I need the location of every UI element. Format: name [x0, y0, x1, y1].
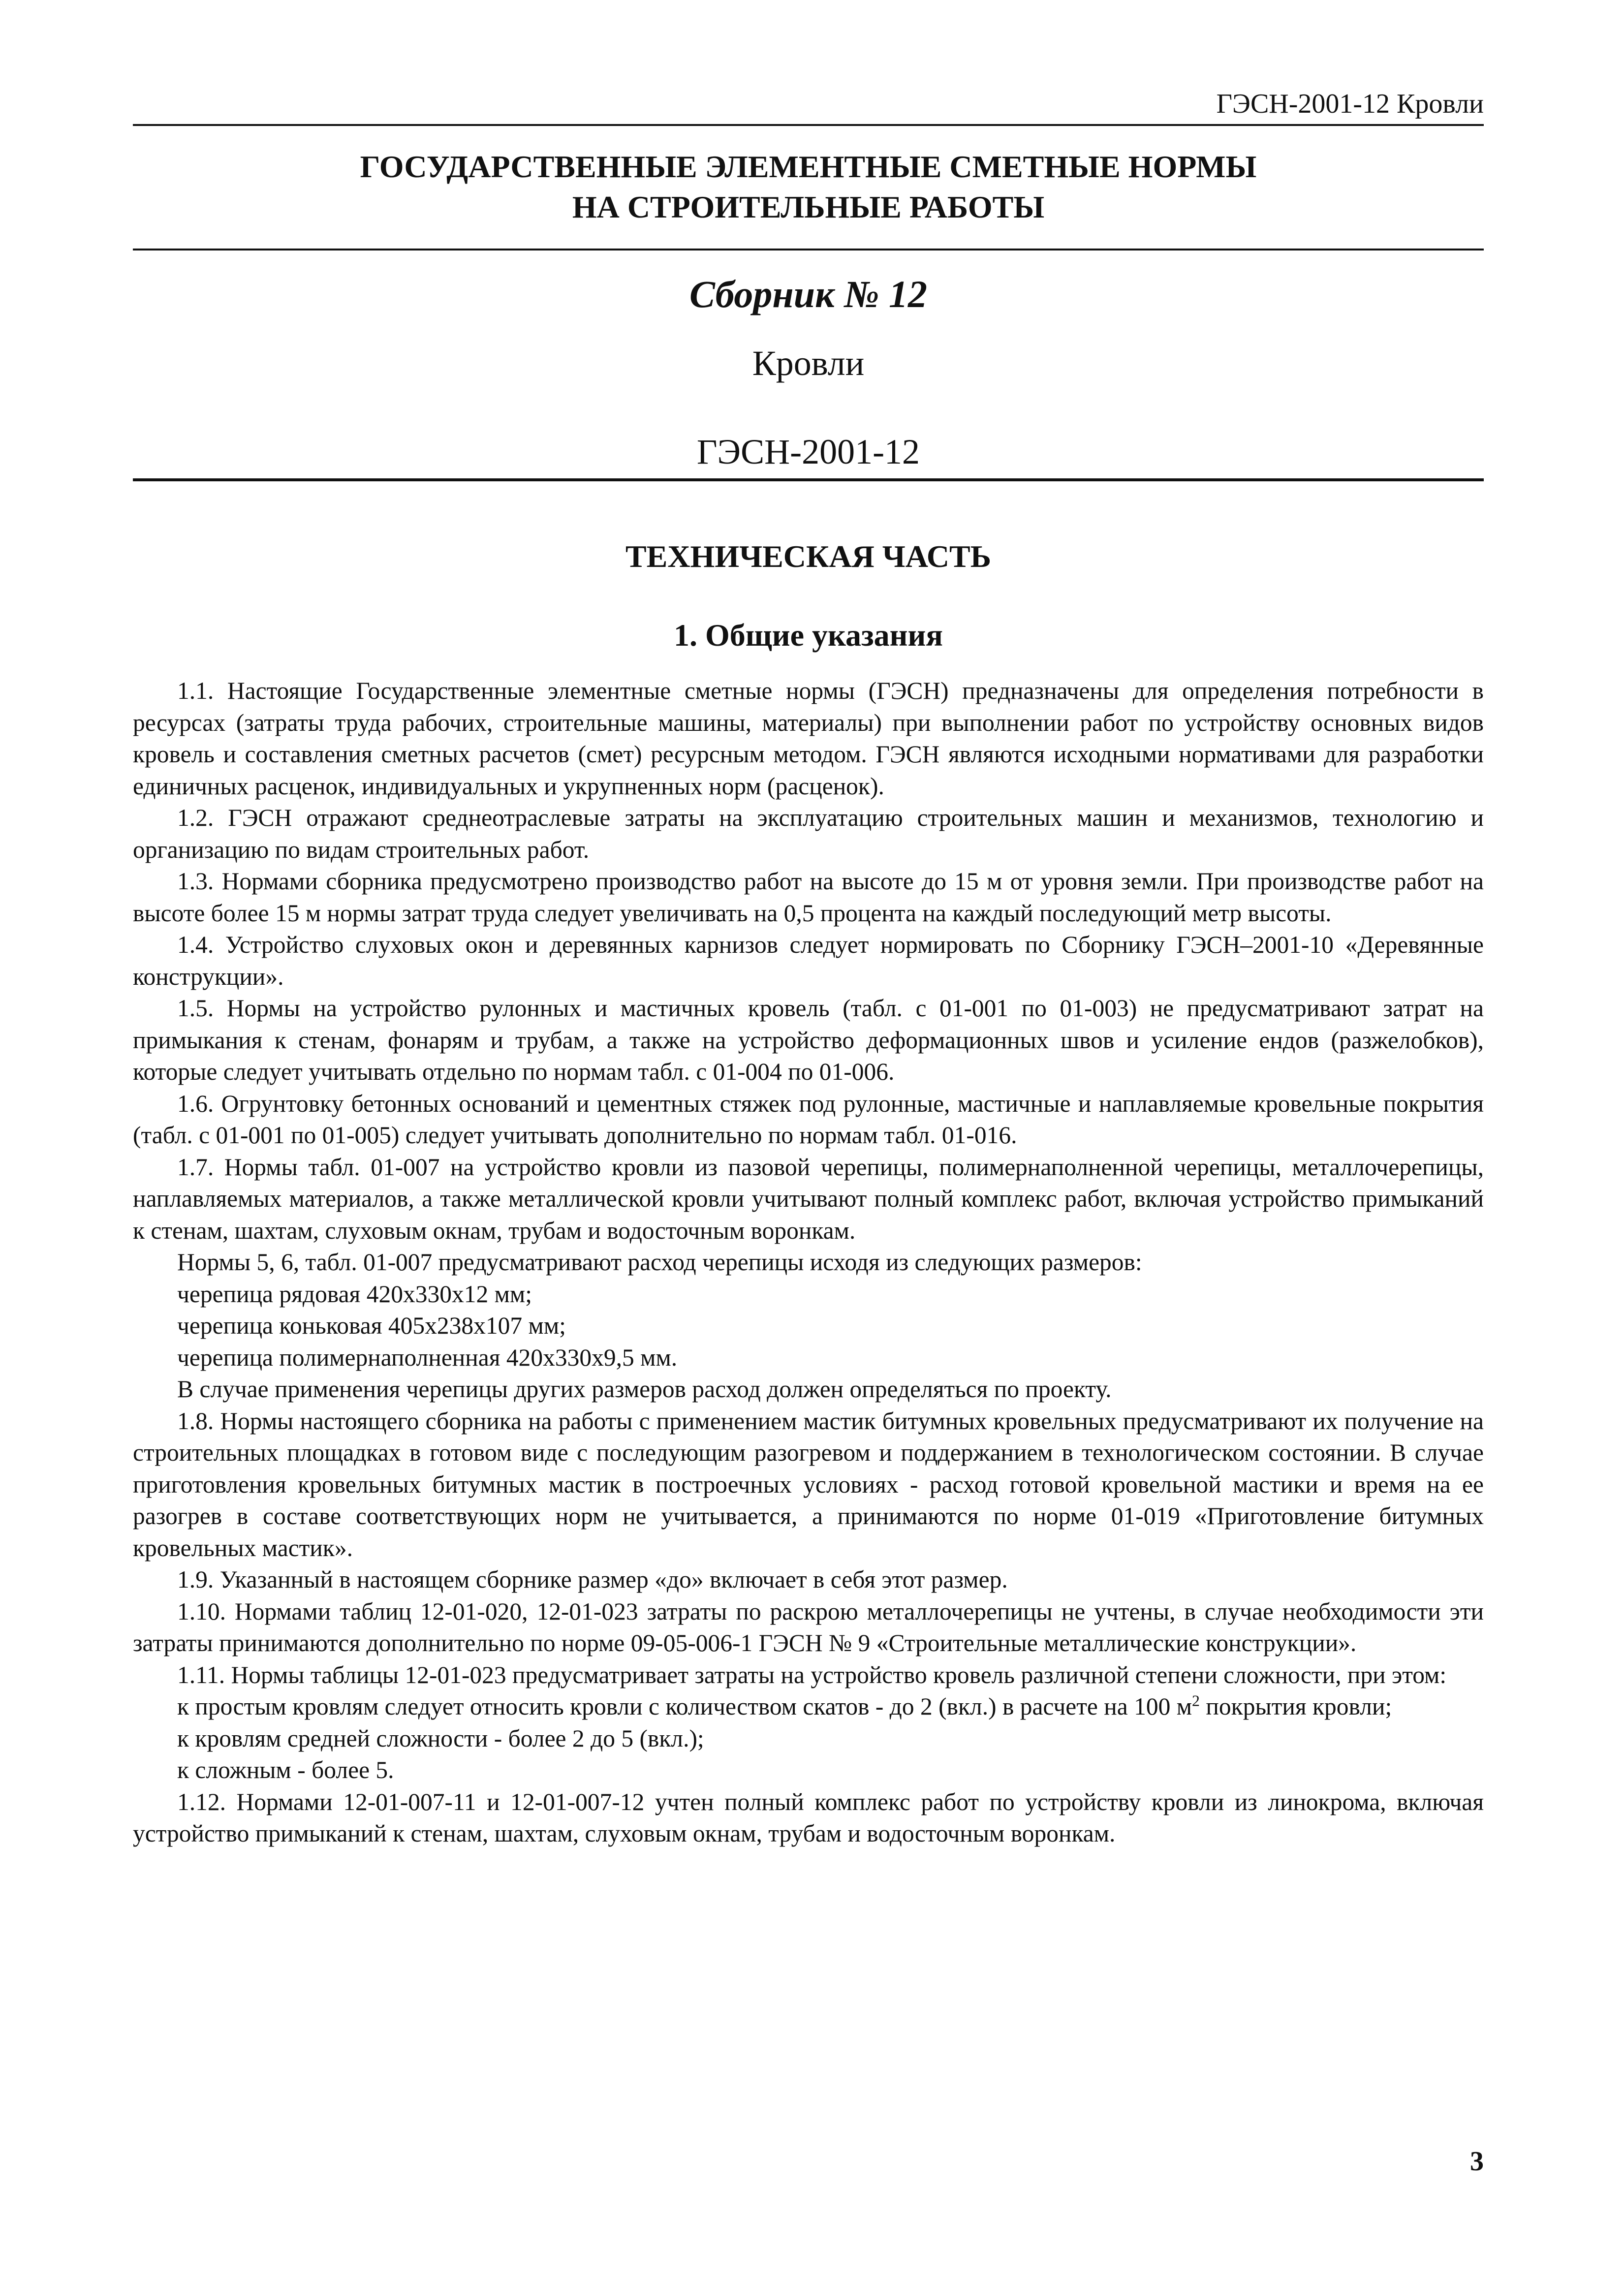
collection-number: Сборник № 12 — [689, 273, 928, 315]
paragraph: 1.3. Нормами сборника предусмотрено производство работ на высоте до 15 м от уровня земли. При производстве работ на высоте более 15 м нормы затрат труда следует увеличивать на 0,5 процента на каждый последующий метр высоты. — [133, 868, 1484, 927]
paragraph: 1.7. Нормы табл. 01-007 на устройство кровли из пазовой черепицы, полимернаполненной черепицы, металлочерепицы, наплавляемых материалов, а также металлической кровли учитывают полный комплекс работ, включая устройство примыканий к стенам, шахтам, слуховым окнам, трубам и водосточным воронкам. — [133, 1153, 1484, 1244]
paragraph: В случае применения черепицы других размеров расход должен определяться по проекту. — [177, 1375, 1112, 1403]
document-title — [133, 147, 1484, 227]
paragraph: 1.2. ГЭСН отражают среднеотраслевые затраты на эксплуатацию строительных машин и механизмов, технологию и организацию по видам строительных работ. — [133, 804, 1484, 863]
running-header: ГЭСН-2001-12 Кровли — [133, 87, 1484, 126]
paragraph: 1.5. Нормы на устройство рулонных и мастичных кровель (табл. с 01-001 по 01-003) не предусматривают затрат на примыкания к стенам, фонарям и трубам, а также на устройство деформационных швов и усиление ендов (разжелобков), которые следует учитывать отдельно по нормам табл. с 01-004 по 01-006. — [133, 995, 1484, 1085]
paragraph: Нормы 5, 6, табл. 01-007 предусматривают расход черепицы исходя из следующих размеров: — [177, 1249, 1142, 1276]
text-span: покрытия кровли; — [1200, 1693, 1392, 1720]
body-text — [133, 675, 1484, 1850]
paragraph: 1.9. Указанный в настоящем сборнике размер «до» включает в себя этот размер. — [177, 1566, 1008, 1593]
divider — [133, 249, 1484, 250]
title-line-2: НА СТРОИТЕЛЬНЫЕ РАБОТЫ — [572, 189, 1045, 224]
paragraph: 1.12. Нормами 12-01-007-11 и 12-01-007-12 учтен полный комплекс работ по устройству кровли из линокрома, включая устройство примыканий к стенам, шахтам, слуховым окнам, трубам и водосточным воронкам. — [133, 1788, 1484, 1847]
page-number: 3 — [1470, 2146, 1484, 2177]
collection-subject: Кровли — [752, 344, 865, 383]
collection-code: ГЭСН-2001-12 — [696, 432, 920, 471]
paragraph: 1.6. Огрунтовку бетонных оснований и цементных стяжек под рулонные, мастичные и наплавляемые кровельные покрытия (табл. с 01-001 по 01-005) следует учитывать дополнительно по нормам табл. 01-016. — [133, 1090, 1484, 1149]
title-line-1: ГОСУДАРСТВЕННЫЕ ЭЛЕМЕНТНЫЕ СМЕТНЫЕ НОРМЫ — [360, 149, 1257, 184]
paragraph: 1.1. Настоящие Государственные элементные сметные нормы (ГЭСН) предназначены для определения потребности в ресурсах (затраты труда рабочих, строительные машины, материалы) при выполнении работ по устройству основных видов кровель и составления сметных расчетов (смет) ресурсным методом. ГЭСН являются исходными нормативами для разработки единичных расценок, индивидуальных и укрупненных норм (расценок). — [133, 677, 1484, 800]
paragraph: 1.10. Нормами таблиц 12-01-020, 12-01-023 затраты по раскрою металлочерепицы не учтены, в случае необходимости эти затраты принимаются дополнительно по норме 09-05-006-1 ГЭСН № 9 «Строительные металлические конструкции». — [133, 1597, 1484, 1657]
paragraph: к сложным - более 5. — [177, 1756, 394, 1783]
section-title: ТЕХНИЧЕСКАЯ ЧАСТЬ — [625, 539, 992, 574]
paragraph: 1.11. Нормы таблицы 12-01-023 предусматривает затраты на устройство кровель различной степени сложности, при этом: — [177, 1661, 1447, 1688]
paragraph: черепица коньковая 405x238x107 мм; — [177, 1312, 566, 1339]
paragraph: 1.4. Устройство слуховых окон и деревянных карнизов следует нормировать по Сборнику ГЭСН–2001-10 «Деревянные конструкции». — [133, 931, 1484, 990]
subsection-title: 1. Общие указания — [673, 618, 943, 653]
text-span: к простым кровлям следует относить кровли с количеством скатов - до 2 (вкл.) в расчете на 100 м — [177, 1693, 1192, 1720]
paragraph: черепица полимернаполненная 420x330x9,5 мм. — [177, 1344, 678, 1371]
paragraph: 1.8. Нормы настоящего сборника на работы с применением мастик битумных кровельных предусматривают их получение на строительных площадках в готовом виде с последующим разогревом и поддержанием в технологическом состоянии. В случае приготовления кровельных битумных мастик в построечных условиях - расход готовой кровельной мастики и время на ее разогрев в составе соответствующих норм не учитывается, а принимаются по норме 01-019 «Приготовление битумных кровельных мастик». — [133, 1407, 1484, 1562]
paragraph: черепица рядовая 420x330x12 мм; — [177, 1280, 532, 1308]
divider — [133, 478, 1484, 481]
superscript: 2 — [1192, 1691, 1200, 1710]
paragraph — [133, 1691, 1484, 1723]
paragraph: к кровлям средней сложности - более 2 до 5 (вкл.); — [177, 1724, 704, 1752]
